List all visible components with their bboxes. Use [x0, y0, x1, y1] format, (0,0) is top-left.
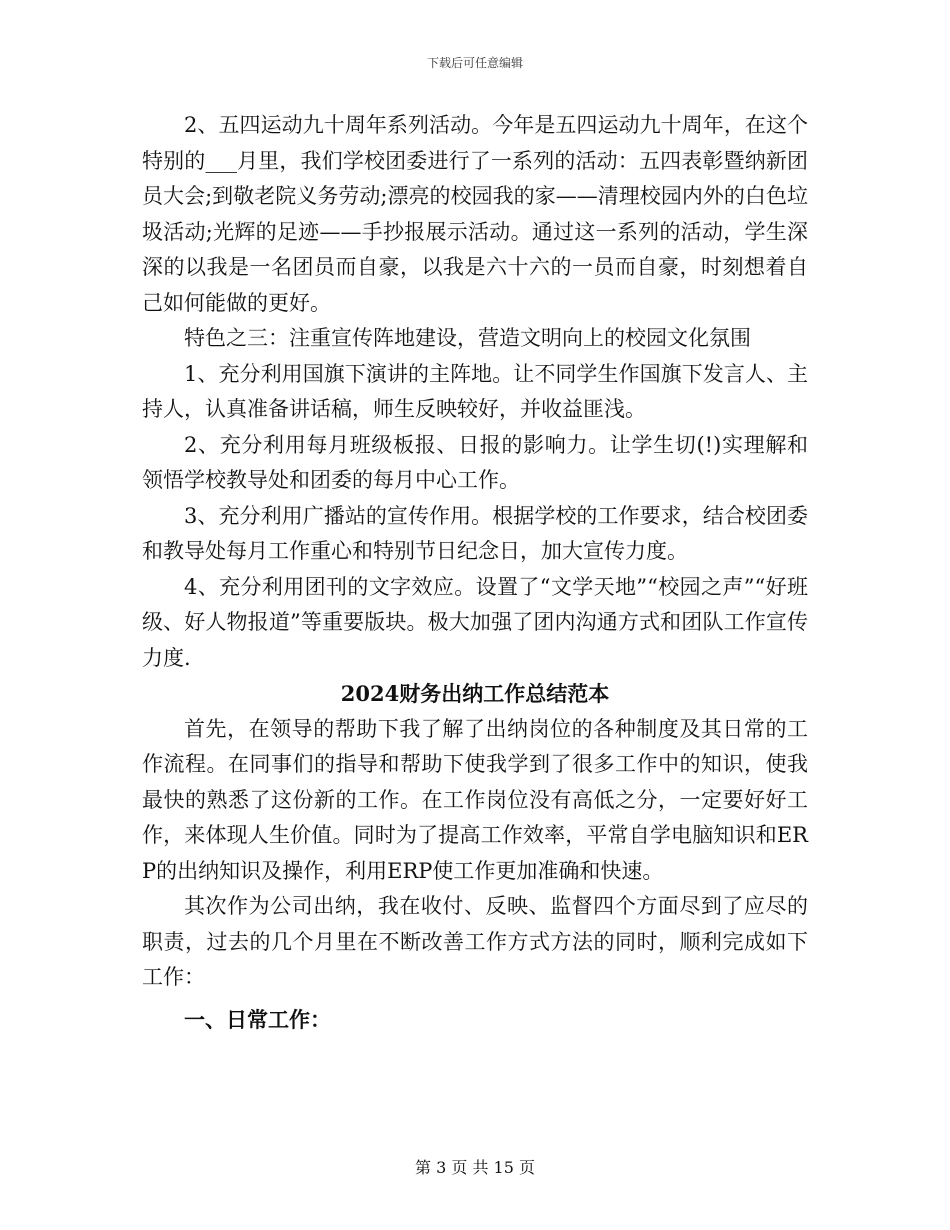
paragraph-broadcast: 3、充分利用广播站的宣传作用。根据学校的工作要求，结合校团委和教导处每月工作重心和特别节日纪念日，加大宣传力度。 [142, 503, 808, 563]
paragraph-first: 首先，在领导的帮助下我了解了出纳岗位的各种制度及其日常的工作流程。在同事们的指导和帮助下使我学到了很多工作中的知识，使我最快的熟悉了这份新的工作。在工作岗位没有高低之分，一定要好好工作，来体现人生价值。同时为了提高工作效率，平常自学电脑知识和ERP的出纳知识及操作，利用ERP使工作更加准确和快速。 [142, 716, 808, 883]
paragraph-second: 其次作为公司出纳，我在收付、反映、监督四个方面尽到了应尽的职责，过去的几个月里在不断改善工作方式方法的同时，顺利完成如下工作： [142, 894, 808, 989]
paragraph-magazine: 4、充分利用团刊的文字效应。设置了“文学天地”“校园之声”“好班级、好人物报道”等重要版块。极大加强了团内沟通方式和团队工作宣传力度. [142, 574, 808, 670]
page-number-footer: 第 3 页 共 15 页 [415, 1158, 535, 1177]
paragraph-feature-three: 特色之三：注重宣传阵地建设，营造文明向上的校园文化氛围 [184, 326, 751, 350]
paragraph-blackboard: 2、充分利用每月班级板报、日报的影响力。让学生切(!)实理解和领悟学校教导处和团委的每月中心工作。 [142, 432, 808, 492]
section-title: 2024财务出纳工作总结范本 [340, 681, 610, 706]
document-body [142, 108, 808, 1040]
paragraph-flag-speech: 1、充分利用国旗下演讲的主阵地。让不同学生作国旗下发言人、主持人，认真准备讲话稿，师生反映较好，并收益匪浅。 [142, 361, 808, 421]
page-header-note: 下载后可任意编辑 [426, 56, 523, 70]
paragraph-activities-54: 2、五四运动九十周年系列活动。今年是五四运动九十周年，在这个特别的___月里，我们学校团委进行了一系列的活动：五四表彰暨纳新团员大会;到敬老院义务劳动;漂亮的校园我的家——清理校园内外的白色垃圾活动;光辉的足迹——手抄报展示活动。通过这一系列的活动，学生深深的以我是一名团员而自豪，以我是六十六的一员而自豪，时刻想着自己如何能做的更好。 [142, 113, 808, 315]
subheading-daily-work: 一、日常工作： [184, 1006, 331, 1032]
